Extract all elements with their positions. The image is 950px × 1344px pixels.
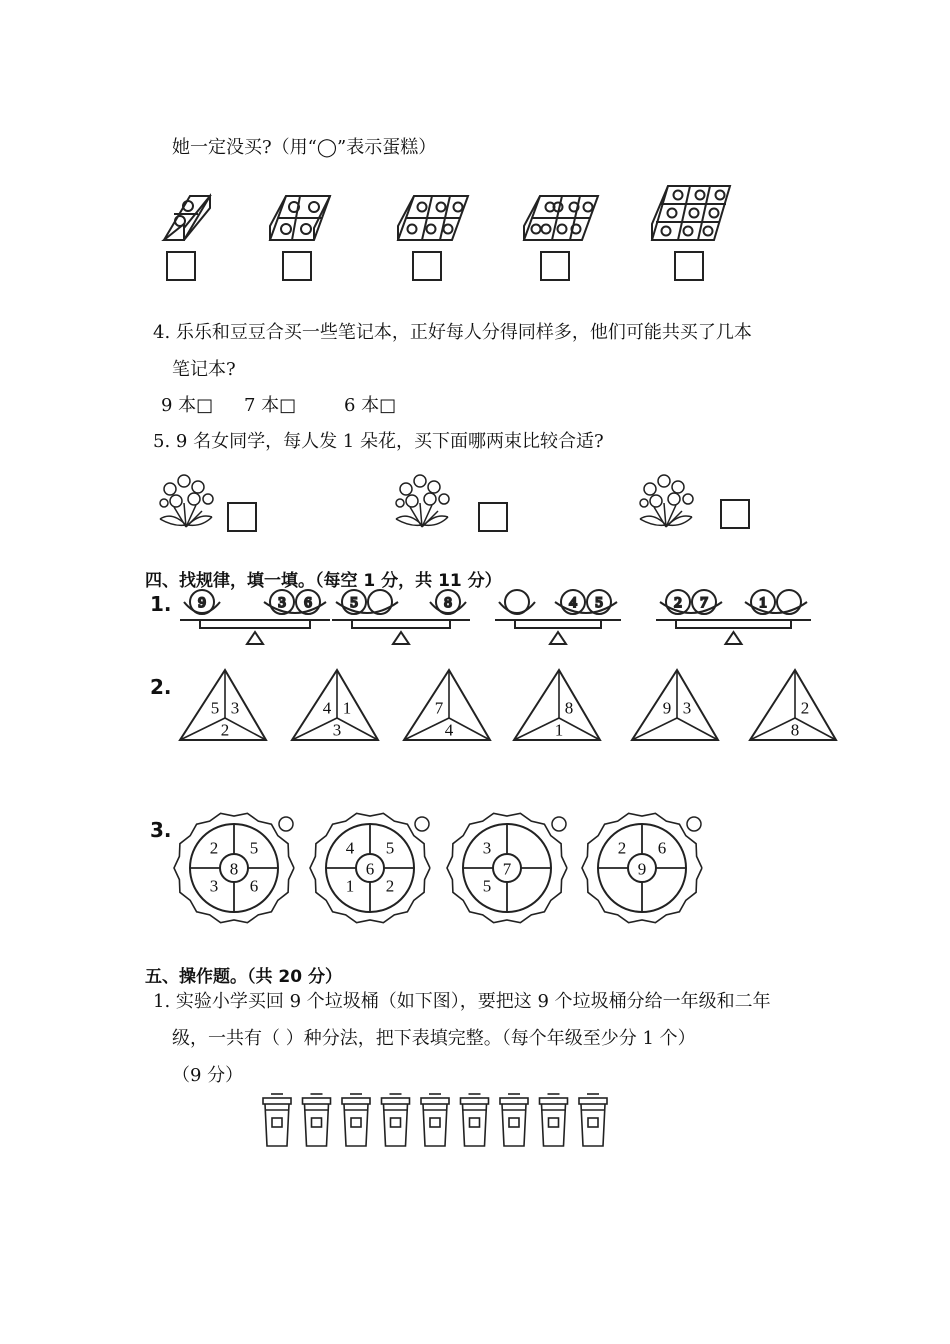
balance-weight-number: 2 [674,595,682,611]
trash-bins-figure [255,1090,615,1152]
wheel-number-bottom-right: 6 [249,876,259,896]
bird-icon [687,817,701,831]
wheel-number-top-right: 6 [657,838,667,858]
wheel-center-number: 7 [502,859,512,879]
question-3-continuation: 她一定没买?（用“◯”表示蛋糕） [172,137,437,158]
balance-weight-number: 5 [595,595,603,611]
triangle-number-left: 7 [434,698,444,718]
wheel-number-top-left: 4 [345,838,355,858]
trash-bin-icon [461,1094,489,1146]
triangle-number-left: 4 [322,698,332,718]
balance-weight-number: 7 [700,595,708,611]
subquestion-2-label: 2. [150,675,172,699]
bird-icon [552,817,566,831]
trash-bin-icon [342,1094,370,1146]
wheel-center-number: 9 [637,859,647,879]
wheel-center-number: 8 [229,859,239,879]
number-wheel [174,813,294,922]
section-5-question-1: 1. 实验小学买回 9 个垃圾桶（如下图），要把这 9 个垃圾桶分给一年级和二年 [153,991,771,1012]
trash-bin-icon [303,1094,331,1146]
balance-weight-number: 4 [569,595,577,611]
section-5-question-1-points: （9 分） [172,1065,244,1086]
trash-bin-icon [263,1094,291,1146]
wheel-number-bottom-left: 5 [482,876,492,896]
triangle-number-right: 8 [564,698,574,718]
triangle-number-left: 5 [210,698,220,718]
bird-icon [279,817,293,831]
section-4-title: 四、找规律，填一填。（每空 1 分，共 11 分） [145,571,502,591]
number-wheel [582,813,702,922]
triangle-number-bottom: 1 [554,720,564,740]
balance-weight-number: 3 [278,595,286,611]
balance-weight-number: 1 [759,595,767,611]
number-wheel [310,813,430,922]
wheel-number-bottom-left: 1 [345,876,355,896]
wheel-number-top-right: 5 [385,838,395,858]
wheel-number-top-left: 2 [209,838,219,858]
triangle-number-right: 3 [230,698,240,718]
section-5-title: 五、操作题。（共 20 分） [145,967,342,987]
wheel-number-top-left: 2 [617,838,627,858]
triangle-number-right: 2 [800,698,810,718]
option-7-notebooks[interactable]: 7 本□ [244,395,297,416]
number-wheel [447,813,567,922]
wheel-number-top-left: 3 [482,838,492,858]
section-5-question-1-line2: 级，一共有（ ）种分法，把下表填完整。（每个年级至少分 1 个） [172,1028,696,1049]
trash-bin-icon [421,1094,449,1146]
wheel-number-top-right: 5 [249,838,259,858]
triangle-number-bottom: 4 [444,720,454,740]
wheel-number-bottom-left: 3 [209,876,219,896]
subquestion-3-label: 3. [150,818,172,842]
trash-bin-icon [500,1094,528,1146]
triangle-number-bottom: 8 [790,720,800,740]
question-4-text: 4. 乐乐和豆豆合买一些笔记本，正好每人分得同样多，他们可能共买了几本 [153,322,752,343]
option-6-notebooks[interactable]: 6 本□ [344,395,397,416]
trash-bin-icon [579,1094,607,1146]
triangle-number-right: 3 [682,698,692,718]
balance-weight-number: 6 [304,595,312,611]
balance-weight-number: 5 [350,595,358,611]
triangle-number-right: 1 [342,698,352,718]
balance-weight-number: 8 [444,595,452,611]
subquestion-1-label: 1. [150,592,172,616]
triangle-number-bottom: 2 [220,720,230,740]
balance-weight-number: 9 [198,595,206,611]
triangle-number-bottom: 3 [332,720,342,740]
wheel-center-number: 6 [365,859,375,879]
trash-bin-icon [540,1094,568,1146]
bird-icon [415,817,429,831]
question-5-text: 5. 9 名女同学，每人发 1 朵花，买下面哪两束比较合适? [153,431,604,452]
question-4-text-line2: 笔记本? [172,359,236,380]
option-9-notebooks[interactable]: 9 本□ [161,395,214,416]
triangle-number-left: 9 [662,698,672,718]
trash-bin-icon [382,1094,410,1146]
wheel-number-bottom-right: 2 [385,876,395,896]
